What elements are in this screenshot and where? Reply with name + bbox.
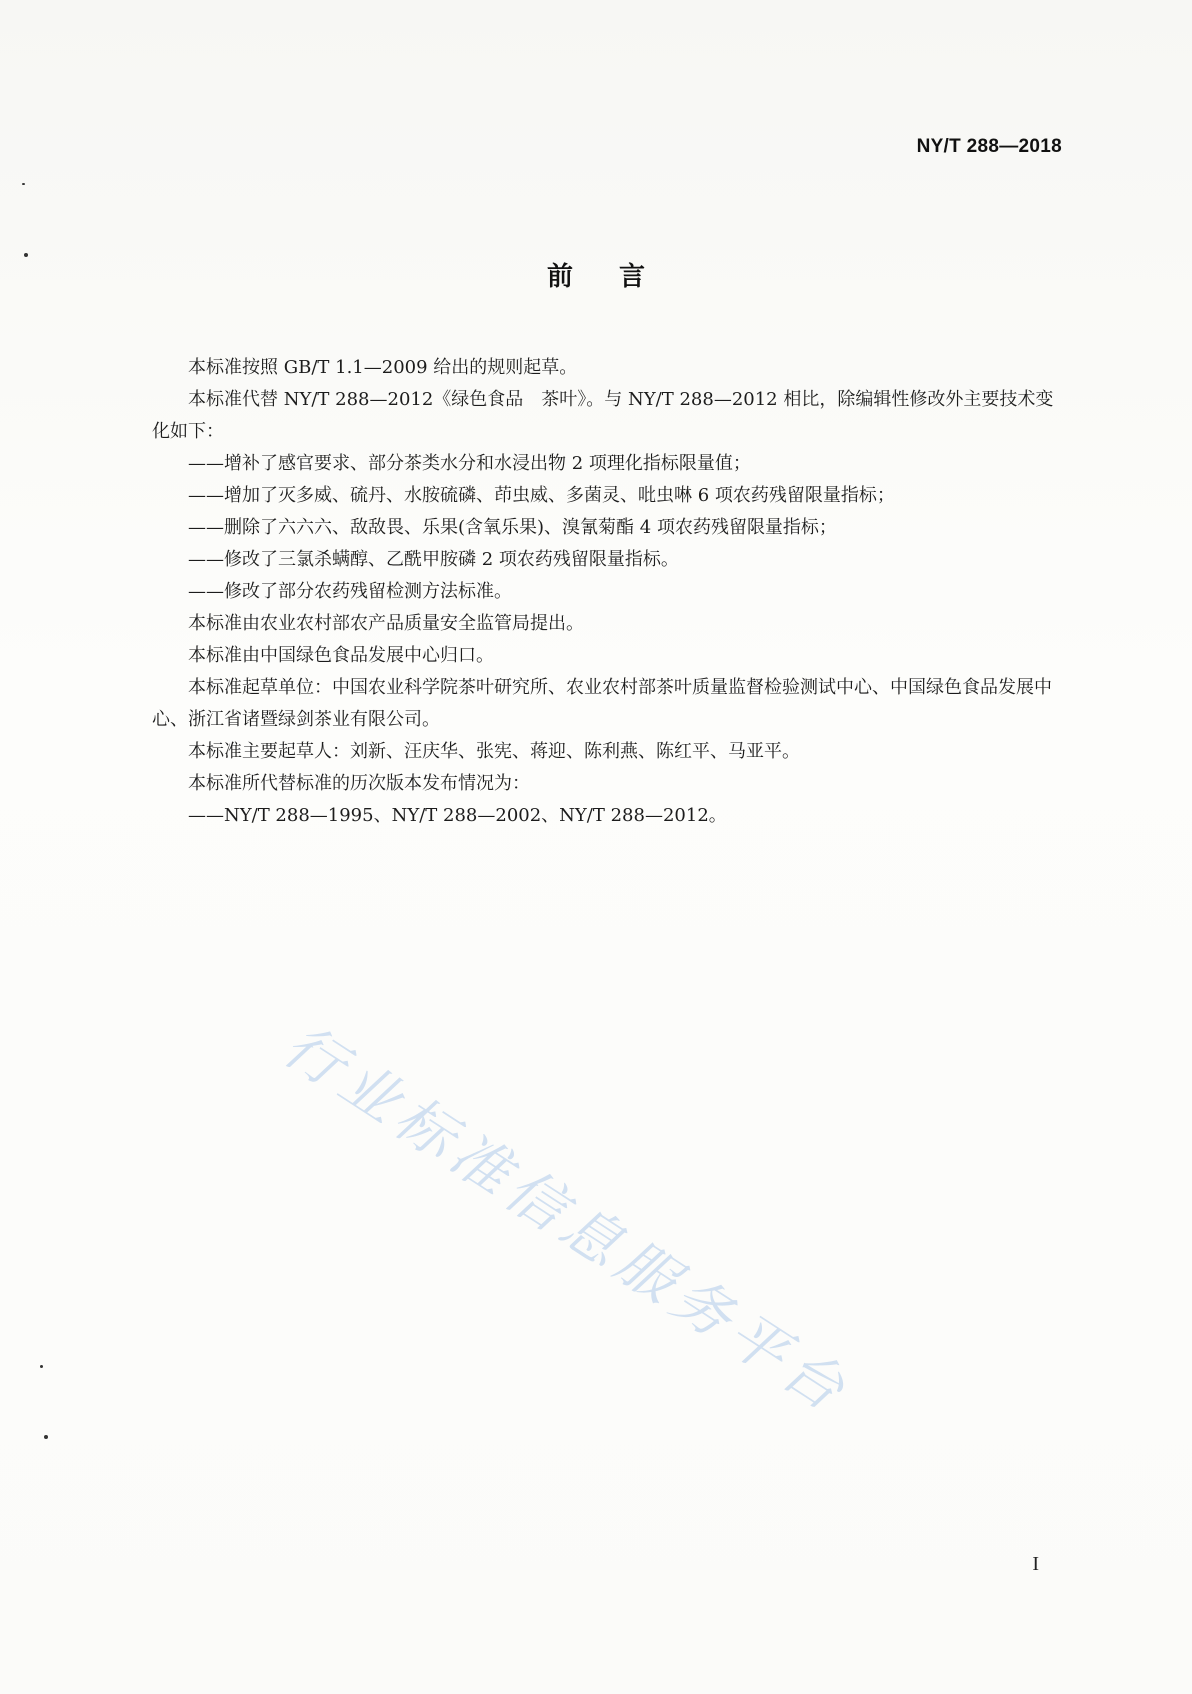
page-number: I (1032, 1553, 1039, 1575)
page-title: 前言 (546, 262, 691, 292)
list-item: ——增补了感官要求、部分茶类水分和水浸出物 2 项理化指标限量值； (188, 453, 751, 474)
document-code: NY/T 288—2018 (916, 136, 1062, 157)
list-item: ——增加了灭多威、硫丹、水胺硫磷、茚虫威、多菌灵、吡虫啉 6 项农药残留限量指标； (188, 485, 895, 506)
paragraph: 本标准代替 NY/T 288—2012《绿色食品 茶叶》。与 NY/T 288—2012 相比，除编辑性修改外主要技术变化如下： (152, 389, 1054, 442)
document-body (152, 352, 1062, 832)
paragraph: 本标准所代替标准的历次版本发布情况为： (188, 773, 530, 794)
paragraph: 本标准按照 GB/T 1.1—2009 给出的规则起草。 (188, 357, 578, 378)
list-item: ——NY/T 288—1995、NY/T 288—2002、NY/T 288—2012。 (188, 805, 727, 826)
paragraph: 本标准起草单位：中国农业科学院茶叶研究所、农业农村部茶叶质量监督检验测试中心、中国绿色食品发展中心、浙江省诸暨绿剑茶业有限公司。 (152, 677, 1052, 730)
list-item: ——修改了三氯杀螨醇、乙酰甲胺磷 2 项农药残留限量指标。 (188, 549, 679, 570)
paragraph: 本标准由中国绿色食品发展中心归口。 (188, 645, 494, 666)
scan-speck (40, 1365, 43, 1368)
paragraph: 本标准主要起草人：刘新、汪庆华、张宪、蒋迎、陈利燕、陈红平、马亚平。 (188, 741, 800, 762)
list-item: ——修改了部分农药残留检测方法标准。 (188, 581, 512, 602)
watermark: 行业标准信息服务平台 (271, 1010, 863, 1428)
scan-speck (24, 253, 28, 257)
scan-speck (22, 183, 25, 185)
scan-speck (44, 1435, 48, 1439)
list-item: ——删除了六六六、敌敌畏、乐果(含氧乐果)、溴氰菊酯 4 项农药残留限量指标； (188, 517, 837, 538)
paragraph: 本标准由农业农村部农产品质量安全监管局提出。 (188, 613, 584, 634)
